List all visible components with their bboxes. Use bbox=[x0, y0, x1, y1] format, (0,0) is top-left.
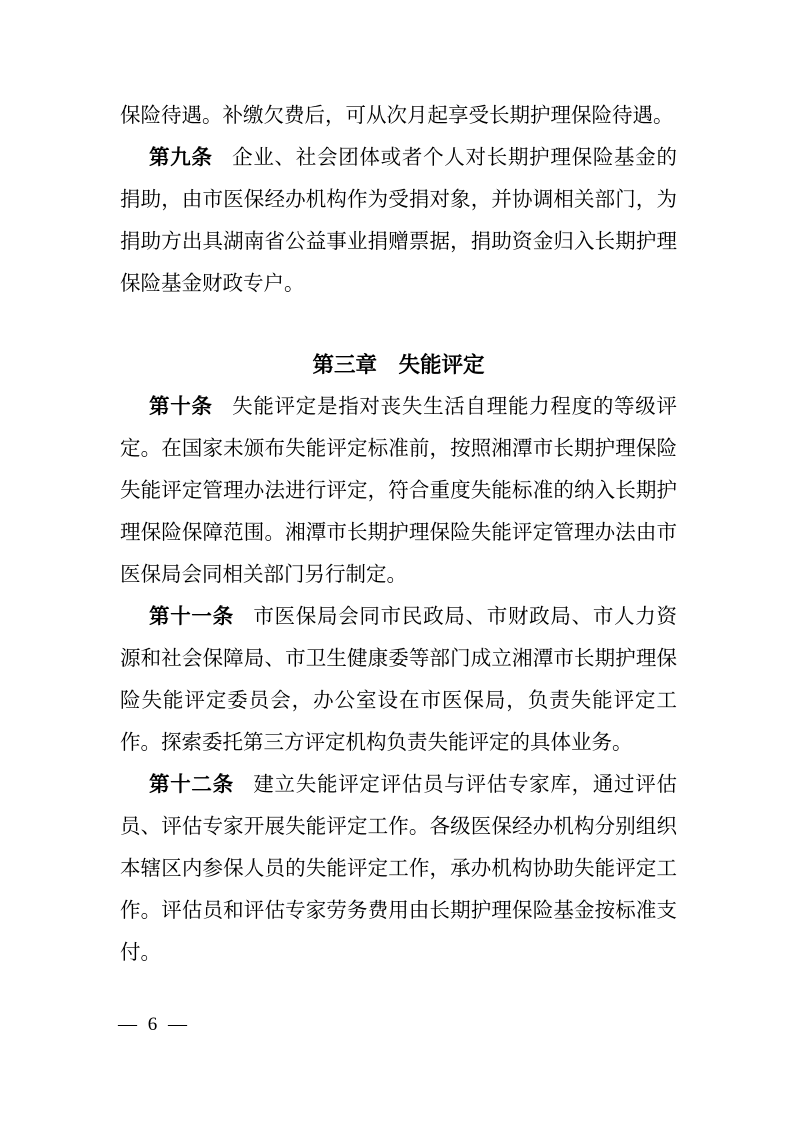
article-12-number-label: 第十二条 bbox=[149, 773, 234, 796]
article-9-number-label: 第九条 bbox=[149, 146, 213, 169]
paragraph-article-11 bbox=[120, 596, 677, 764]
article-11-number-label: 第十一条 bbox=[149, 605, 234, 628]
paragraph-article-9 bbox=[120, 137, 677, 305]
article-11-text: 市医保局会同市民政局、市财政局、市人力资源和社会保障局、市卫生健康委等部门成立湘潭市长期护理保险失能评定委员会，办公室设在市医保局，负责失能评定工作。探索委托第三方评定机构负责失能评定的具体业务。 bbox=[120, 606, 677, 754]
paragraph-article-12 bbox=[120, 764, 677, 974]
article-10-text: 失能评定是指对丧失生活自理能力程度的等级评定。在国家未颁布失能评定标准前，按照湘潭市长期护理保险失能评定管理办法进行评定，符合重度失能标准的纳入长期护理保险保障范围。湘潭市长期护理保险失能评定管理办法由市医保局会同相关部门另行制定。 bbox=[120, 396, 677, 586]
page-number: — 6 — bbox=[118, 1014, 190, 1035]
paragraph-article-10 bbox=[120, 386, 677, 596]
article-9-text: 企业、社会团体或者个人对长期护理保险基金的捐助，由市医保经办机构作为受捐对象，并协调相关部门，为捐助方出具湖南省公益事业捐赠票据，捐助资金归入长期护理保险基金财政专户。 bbox=[120, 147, 677, 295]
chapter-3-heading: 第三章 失能评定 bbox=[312, 353, 485, 377]
article-10-number-label: 第十条 bbox=[149, 395, 213, 418]
document-body bbox=[120, 95, 677, 974]
paragraph-continuation: 保险待遇。补缴欠费后，可从次月起享受长期护理保险待遇。 bbox=[120, 105, 674, 127]
article-12-text: 建立失能评定评估员与评估专家库，通过评估员、评估专家开展失能评定工作。各级医保经办机构分别组织本辖区内参保人员的失能评定工作，承办机构协助失能评定工作。评估员和评估专家劳务费用由长期护理保险基金按标准支付。 bbox=[120, 774, 677, 964]
